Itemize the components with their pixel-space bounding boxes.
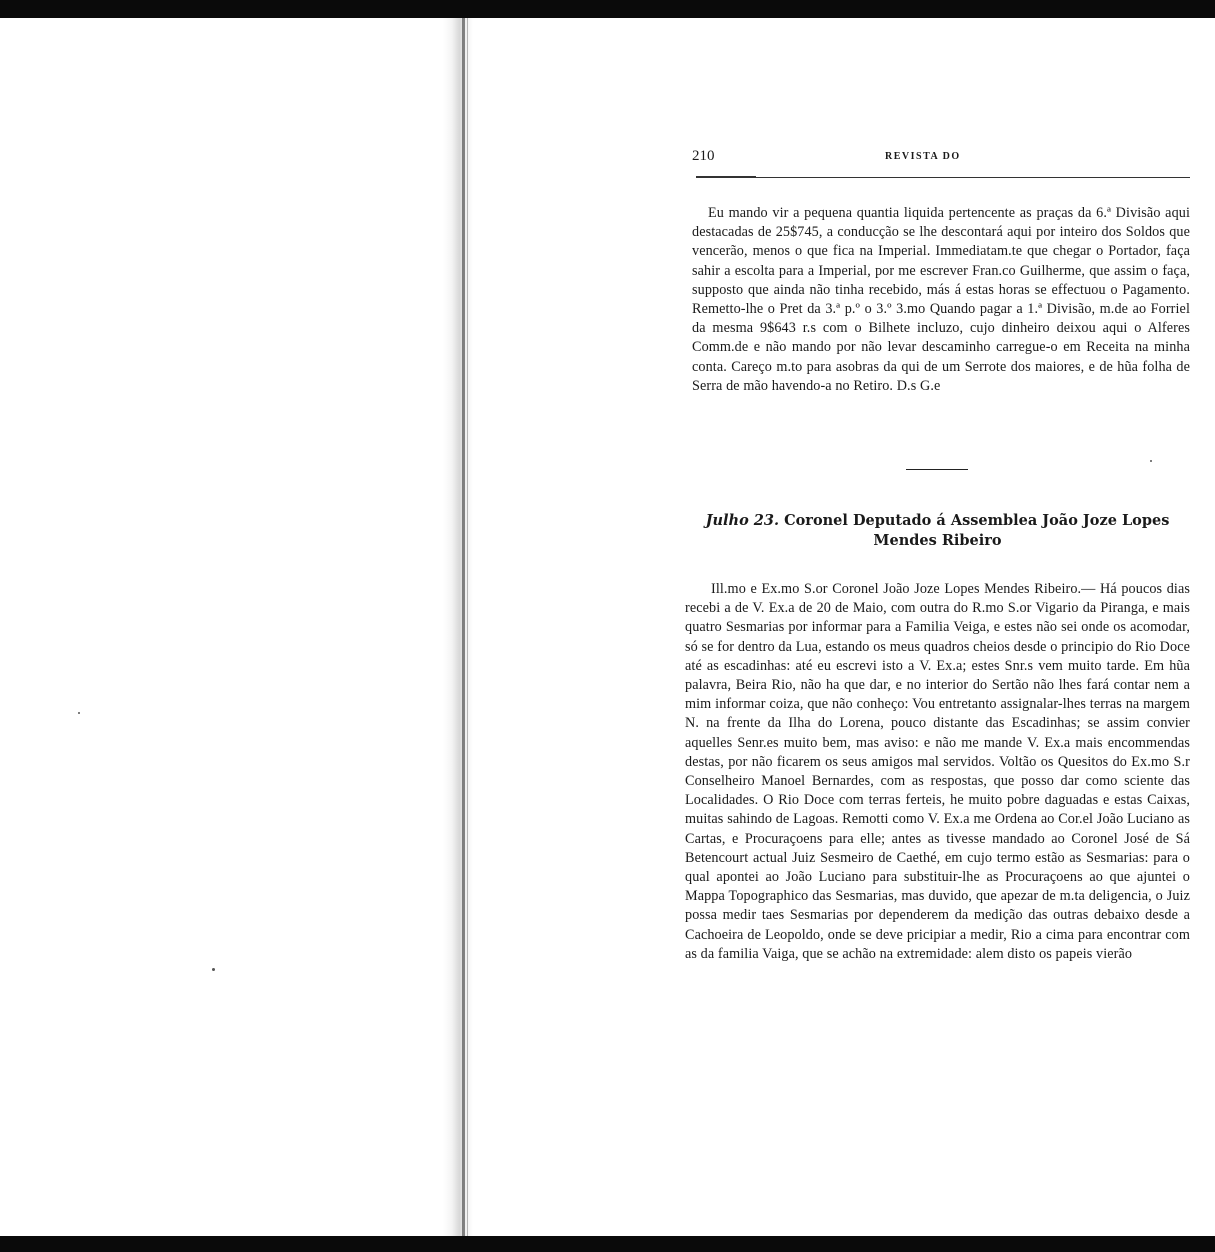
scan-speck [78,712,80,714]
scan-speck [212,968,215,971]
scan-top-border [0,0,1215,18]
letter-paragraph-1: Eu mando vir a pequena quantia liquida pertencente as praças da 6.ª Divisão aqui destacadas de 25$745, a conducção se lhe descontará aqui por inteiro dos Soldos que vencerão, menos o que fica na Imperial. Immediatam.te que chegar o Portador, faça sahir a escolta para a Imperial, por me escrever Fran.co Guilherme, que assim o faça, supposto que ainda não tinha recebido, más á estas horas se effectuou o Pagamento. Remetto-lhe o Pret da 3.ª p.º o 3.º 3.mo Quando pagar a 1.ª Divisão, m.de ao Forriel da mesma 9$643 r.s com o Bilhete incluzo, cujo dinheiro deixou aqui o Alferes Comm.de e não mando por não levar descaminho carregue-o em Receita na minha conta. Careço m.to para asobras da qui de um Serrote dos maiores, e de hũa folha de Serra de mão havendo-a no Retiro. D.s G.e [692,205,1190,394]
header-rule [696,177,1190,178]
page-header [680,148,1190,174]
book-gutter [443,18,473,1236]
section-title: Coronel Deputado á Assemblea João Joze Lopes Mendes Ribeiro [784,512,1170,549]
page-number: 210 [692,148,715,164]
scan-bottom-border [0,1236,1215,1252]
right-page [680,148,1190,962]
section-date: Julho 23. [705,512,780,529]
scan-speck [1150,460,1152,462]
running-head: REVISTA DO [885,151,961,162]
section-separator [906,469,968,470]
gutter-shadow-secondary [467,18,468,1236]
letter-paragraph-2: Ill.mo e Ex.mo S.or Coronel João Joze Lopes Mendes Ribeiro.— Há poucos dias recebi a de V. Ex.a de 20 de Maio, com outra do R.mo S.or Vigario da Piranga, e mais quatro Sesmarias por informar para a Familia Veiga, e estes não sei onde os acomodar, só se for dentro da Lua, estando os meus quadros cheios desde o principio do Rio Doce até as escadinhas: até eu escrevi isto a V. Ex.a; estes Snr.s vem muito tarde. Em hũa palavra, Beira Rio, não ha que dar, e no interior do Sertão não lhes fará contar nem a mim informar coiza, que não conheço: Vou entretanto assignalar-lhes terras na margem N. na frente da Ilha do Lorena, pouco distante das Escadinhas; se assim convier aquelles Senr.es muito bem, mas aviso: e não me mande V. Ex.a mais encommendas destas, por não ficarem os seus amigos mal servidos. Voltão os Quesitos do Ex.mo S.r Conselheiro Manoel Bernardes, com as respostas, que posso dar como sciente das Localidades. O Rio Doce com terras ferteis, he muito pobre daguadas e estas Caixas, muitas sahindo de Lagoas. Remotti como V. Ex.a me Ordena ao Cor.el João Luciano as Cartas, e Procuraçoens para elle; antes as tivesse mandado ao Coronel José de Sá Betencourt actual Juiz Sesmeiro de Caethé, em cujo termo estão as Sesmarias: para o qual apontei ao João Luciano para substituir-lhe as Procuraçoens ao que ajuntei o Mappa Topographico das Sesmarias, mas duvido, que apezar de m.ta deligencia, o Juiz possa medir taes Sesmarias por dependerem da medição das outras debaixo desde a Cachoeira de Leopoldo, onde se deve pricipiar a medir, Rio a cima para encontrar com as da familia Vaiga, que se achão na extremidade: alem disto os papeis vierão [685,581,1190,962]
section-heading [685,511,1190,551]
gutter-shadow [462,18,465,1236]
